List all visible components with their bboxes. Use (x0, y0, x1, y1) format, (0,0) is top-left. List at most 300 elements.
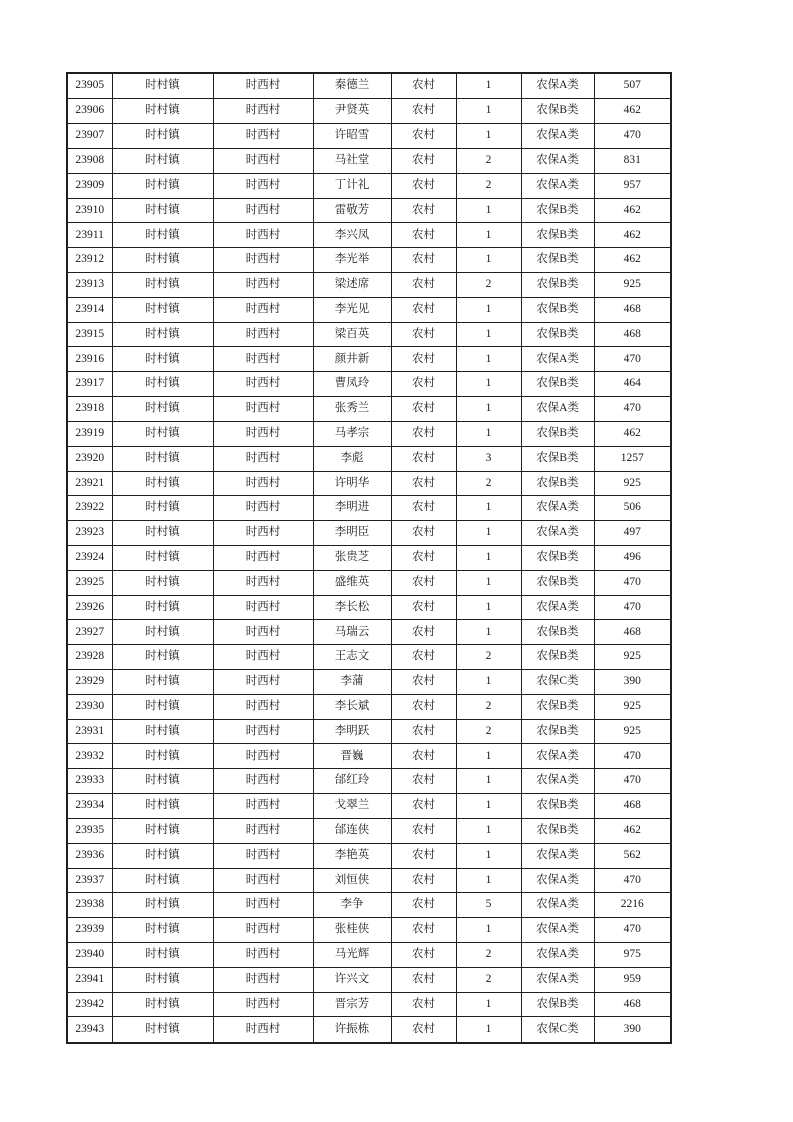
cell-count: 1 (456, 397, 521, 422)
table-row (67, 843, 671, 868)
cell-serial: 23910 (67, 198, 112, 223)
cell-amount: 462 (594, 198, 671, 223)
table-row (67, 99, 671, 124)
cell-village: 时西村 (213, 347, 313, 372)
cell-serial: 23934 (67, 794, 112, 819)
table-row (67, 818, 671, 843)
cell-insurance-category: 农保A类 (521, 397, 594, 422)
cell-count: 1 (456, 744, 521, 769)
table-row (67, 148, 671, 173)
cell-household-type: 农村 (391, 645, 456, 670)
cell-town: 时村镇 (112, 521, 213, 546)
cell-village: 时西村 (213, 124, 313, 149)
cell-town: 时村镇 (112, 421, 213, 446)
cell-amount: 470 (594, 868, 671, 893)
cell-serial: 23913 (67, 273, 112, 298)
cell-insurance-category: 农保A类 (521, 893, 594, 918)
cell-serial: 23933 (67, 769, 112, 794)
cell-insurance-category: 农保B类 (521, 273, 594, 298)
cell-amount: 562 (594, 843, 671, 868)
cell-count: 1 (456, 570, 521, 595)
cell-count: 2 (456, 694, 521, 719)
cell-serial: 23939 (67, 918, 112, 943)
table-row (67, 446, 671, 471)
cell-name: 晋宗芳 (313, 992, 391, 1017)
cell-town: 时村镇 (112, 645, 213, 670)
cell-count: 2 (456, 173, 521, 198)
table-row (67, 868, 671, 893)
cell-amount: 507 (594, 73, 671, 99)
cell-household-type: 农村 (391, 421, 456, 446)
cell-count: 1 (456, 248, 521, 273)
cell-village: 时西村 (213, 868, 313, 893)
cell-count: 5 (456, 893, 521, 918)
cell-village: 时西村 (213, 918, 313, 943)
cell-village: 时西村 (213, 794, 313, 819)
table-row (67, 967, 671, 992)
cell-name: 盛维英 (313, 570, 391, 595)
table-row (67, 198, 671, 223)
cell-serial: 23914 (67, 297, 112, 322)
cell-household-type: 农村 (391, 570, 456, 595)
cell-count: 2 (456, 967, 521, 992)
cell-serial: 23935 (67, 818, 112, 843)
cell-town: 时村镇 (112, 818, 213, 843)
cell-count: 1 (456, 918, 521, 943)
cell-amount: 468 (594, 992, 671, 1017)
cell-amount: 957 (594, 173, 671, 198)
cell-serial: 23919 (67, 421, 112, 446)
table-row (67, 73, 671, 99)
cell-amount: 925 (594, 645, 671, 670)
cell-insurance-category: 农保A类 (521, 769, 594, 794)
cell-count: 1 (456, 868, 521, 893)
cell-serial: 23938 (67, 893, 112, 918)
benefits-table (66, 72, 672, 1044)
cell-town: 时村镇 (112, 372, 213, 397)
cell-count: 1 (456, 1017, 521, 1043)
cell-name: 马光辉 (313, 942, 391, 967)
cell-name: 许振栋 (313, 1017, 391, 1043)
cell-village: 时西村 (213, 372, 313, 397)
cell-household-type: 农村 (391, 868, 456, 893)
cell-amount: 925 (594, 694, 671, 719)
cell-amount: 462 (594, 248, 671, 273)
table-row (67, 496, 671, 521)
cell-household-type: 农村 (391, 173, 456, 198)
cell-household-type: 农村 (391, 769, 456, 794)
cell-town: 时村镇 (112, 248, 213, 273)
cell-count: 1 (456, 322, 521, 347)
cell-serial: 23920 (67, 446, 112, 471)
cell-insurance-category: 农保B类 (521, 719, 594, 744)
cell-amount: 468 (594, 322, 671, 347)
cell-household-type: 农村 (391, 322, 456, 347)
table-row (67, 719, 671, 744)
table-row (67, 421, 671, 446)
cell-insurance-category: 农保B类 (521, 645, 594, 670)
cell-count: 1 (456, 99, 521, 124)
cell-insurance-category: 农保A类 (521, 173, 594, 198)
cell-household-type: 农村 (391, 248, 456, 273)
cell-town: 时村镇 (112, 570, 213, 595)
cell-amount: 468 (594, 297, 671, 322)
cell-name: 雷敬芳 (313, 198, 391, 223)
cell-village: 时西村 (213, 620, 313, 645)
cell-town: 时村镇 (112, 471, 213, 496)
cell-name: 李艳英 (313, 843, 391, 868)
cell-amount: 470 (594, 397, 671, 422)
cell-town: 时村镇 (112, 918, 213, 943)
table-body (67, 73, 671, 1043)
cell-amount: 462 (594, 818, 671, 843)
cell-name: 马社堂 (313, 148, 391, 173)
cell-insurance-category: 农保A类 (521, 521, 594, 546)
cell-village: 时西村 (213, 843, 313, 868)
cell-amount: 464 (594, 372, 671, 397)
table-row (67, 248, 671, 273)
cell-count: 1 (456, 372, 521, 397)
cell-name: 秦德兰 (313, 73, 391, 99)
cell-name: 李明跃 (313, 719, 391, 744)
cell-town: 时村镇 (112, 273, 213, 298)
cell-name: 许兴文 (313, 967, 391, 992)
cell-count: 1 (456, 992, 521, 1017)
cell-town: 时村镇 (112, 148, 213, 173)
cell-serial: 23927 (67, 620, 112, 645)
cell-count: 1 (456, 496, 521, 521)
cell-village: 时西村 (213, 297, 313, 322)
cell-insurance-category: 农保A类 (521, 496, 594, 521)
cell-village: 时西村 (213, 595, 313, 620)
cell-household-type: 农村 (391, 744, 456, 769)
cell-serial: 23922 (67, 496, 112, 521)
table-row (67, 347, 671, 372)
cell-town: 时村镇 (112, 446, 213, 471)
cell-town: 时村镇 (112, 719, 213, 744)
cell-serial: 23918 (67, 397, 112, 422)
cell-village: 时西村 (213, 248, 313, 273)
table-row (67, 992, 671, 1017)
cell-amount: 462 (594, 99, 671, 124)
cell-village: 时西村 (213, 744, 313, 769)
table-row (67, 545, 671, 570)
cell-household-type: 农村 (391, 843, 456, 868)
cell-serial: 23924 (67, 545, 112, 570)
cell-count: 1 (456, 620, 521, 645)
cell-serial: 23936 (67, 843, 112, 868)
cell-amount: 468 (594, 794, 671, 819)
cell-village: 时西村 (213, 173, 313, 198)
cell-name: 马瑞云 (313, 620, 391, 645)
cell-serial: 23915 (67, 322, 112, 347)
cell-village: 时西村 (213, 893, 313, 918)
cell-insurance-category: 农保B类 (521, 322, 594, 347)
cell-village: 时西村 (213, 73, 313, 99)
cell-household-type: 农村 (391, 347, 456, 372)
cell-insurance-category: 农保A类 (521, 967, 594, 992)
cell-count: 1 (456, 521, 521, 546)
cell-name: 许昭雪 (313, 124, 391, 149)
cell-name: 梁百英 (313, 322, 391, 347)
cell-village: 时西村 (213, 273, 313, 298)
table-row (67, 769, 671, 794)
cell-village: 时西村 (213, 148, 313, 173)
cell-amount: 831 (594, 148, 671, 173)
cell-town: 时村镇 (112, 223, 213, 248)
cell-insurance-category: 农保C类 (521, 1017, 594, 1043)
cell-name: 曹凤玲 (313, 372, 391, 397)
cell-name: 李明进 (313, 496, 391, 521)
cell-village: 时西村 (213, 645, 313, 670)
cell-insurance-category: 农保B类 (521, 471, 594, 496)
cell-village: 时西村 (213, 471, 313, 496)
cell-town: 时村镇 (112, 843, 213, 868)
table-row (67, 694, 671, 719)
cell-insurance-category: 农保B类 (521, 297, 594, 322)
cell-name: 戈翠兰 (313, 794, 391, 819)
cell-village: 时西村 (213, 967, 313, 992)
cell-amount: 925 (594, 719, 671, 744)
cell-serial: 23928 (67, 645, 112, 670)
cell-insurance-category: 农保B类 (521, 545, 594, 570)
cell-household-type: 农村 (391, 719, 456, 744)
cell-name: 张贵芝 (313, 545, 391, 570)
cell-household-type: 农村 (391, 124, 456, 149)
cell-amount: 470 (594, 570, 671, 595)
cell-amount: 497 (594, 521, 671, 546)
cell-count: 2 (456, 645, 521, 670)
cell-household-type: 农村 (391, 372, 456, 397)
cell-household-type: 农村 (391, 942, 456, 967)
cell-amount: 2216 (594, 893, 671, 918)
cell-serial: 23907 (67, 124, 112, 149)
cell-town: 时村镇 (112, 620, 213, 645)
cell-insurance-category: 农保B类 (521, 421, 594, 446)
cell-amount: 470 (594, 124, 671, 149)
cell-household-type: 农村 (391, 471, 456, 496)
cell-village: 时西村 (213, 198, 313, 223)
cell-count: 1 (456, 347, 521, 372)
cell-village: 时西村 (213, 99, 313, 124)
table-row (67, 397, 671, 422)
cell-serial: 23941 (67, 967, 112, 992)
cell-household-type: 农村 (391, 967, 456, 992)
cell-household-type: 农村 (391, 446, 456, 471)
cell-household-type: 农村 (391, 99, 456, 124)
cell-village: 时西村 (213, 769, 313, 794)
cell-village: 时西村 (213, 521, 313, 546)
table-row (67, 124, 671, 149)
cell-count: 1 (456, 843, 521, 868)
cell-insurance-category: 农保B类 (521, 818, 594, 843)
cell-count: 2 (456, 719, 521, 744)
cell-amount: 462 (594, 223, 671, 248)
cell-name: 颜井新 (313, 347, 391, 372)
cell-insurance-category: 农保A类 (521, 73, 594, 99)
cell-village: 时西村 (213, 942, 313, 967)
cell-household-type: 农村 (391, 397, 456, 422)
cell-name: 王志文 (313, 645, 391, 670)
cell-household-type: 农村 (391, 223, 456, 248)
cell-name: 李长斌 (313, 694, 391, 719)
cell-household-type: 农村 (391, 545, 456, 570)
cell-town: 时村镇 (112, 744, 213, 769)
cell-serial: 23905 (67, 73, 112, 99)
cell-household-type: 农村 (391, 496, 456, 521)
cell-village: 时西村 (213, 570, 313, 595)
cell-town: 时村镇 (112, 545, 213, 570)
cell-serial: 23930 (67, 694, 112, 719)
table-row (67, 645, 671, 670)
cell-amount: 470 (594, 595, 671, 620)
cell-name: 张秀兰 (313, 397, 391, 422)
cell-count: 2 (456, 942, 521, 967)
cell-household-type: 农村 (391, 1017, 456, 1043)
cell-amount: 470 (594, 347, 671, 372)
cell-household-type: 农村 (391, 198, 456, 223)
cell-count: 1 (456, 670, 521, 695)
cell-town: 时村镇 (112, 124, 213, 149)
cell-name: 邰连侠 (313, 818, 391, 843)
cell-town: 时村镇 (112, 347, 213, 372)
cell-town: 时村镇 (112, 173, 213, 198)
cell-insurance-category: 农保B类 (521, 570, 594, 595)
table-row (67, 744, 671, 769)
cell-serial: 23925 (67, 570, 112, 595)
table-row (67, 918, 671, 943)
cell-village: 时西村 (213, 694, 313, 719)
cell-insurance-category: 农保B类 (521, 992, 594, 1017)
cell-count: 1 (456, 198, 521, 223)
cell-village: 时西村 (213, 719, 313, 744)
cell-serial: 23940 (67, 942, 112, 967)
cell-count: 1 (456, 595, 521, 620)
cell-count: 1 (456, 297, 521, 322)
cell-amount: 470 (594, 744, 671, 769)
cell-name: 梁述席 (313, 273, 391, 298)
cell-count: 1 (456, 794, 521, 819)
cell-town: 时村镇 (112, 794, 213, 819)
cell-name: 马孝宗 (313, 421, 391, 446)
table-row (67, 570, 671, 595)
cell-name: 晋巍 (313, 744, 391, 769)
cell-town: 时村镇 (112, 967, 213, 992)
cell-amount: 1257 (594, 446, 671, 471)
cell-town: 时村镇 (112, 893, 213, 918)
cell-village: 时西村 (213, 545, 313, 570)
table-row (67, 794, 671, 819)
cell-insurance-category: 农保A类 (521, 843, 594, 868)
cell-insurance-category: 农保A类 (521, 124, 594, 149)
cell-insurance-category: 农保A类 (521, 148, 594, 173)
cell-household-type: 农村 (391, 992, 456, 1017)
cell-village: 时西村 (213, 223, 313, 248)
cell-household-type: 农村 (391, 73, 456, 99)
cell-town: 时村镇 (112, 496, 213, 521)
cell-serial: 23923 (67, 521, 112, 546)
table-row (67, 223, 671, 248)
table-row (67, 322, 671, 347)
cell-household-type: 农村 (391, 297, 456, 322)
cell-insurance-category: 农保A类 (521, 868, 594, 893)
cell-name: 李兴凤 (313, 223, 391, 248)
cell-amount: 462 (594, 421, 671, 446)
cell-serial: 23909 (67, 173, 112, 198)
cell-count: 1 (456, 545, 521, 570)
cell-village: 时西村 (213, 670, 313, 695)
cell-town: 时村镇 (112, 595, 213, 620)
table-row (67, 670, 671, 695)
cell-serial: 23908 (67, 148, 112, 173)
cell-town: 时村镇 (112, 397, 213, 422)
cell-serial: 23926 (67, 595, 112, 620)
cell-insurance-category: 农保A类 (521, 918, 594, 943)
cell-insurance-category: 农保B类 (521, 99, 594, 124)
cell-insurance-category: 农保B类 (521, 372, 594, 397)
cell-town: 时村镇 (112, 769, 213, 794)
cell-town: 时村镇 (112, 1017, 213, 1043)
cell-village: 时西村 (213, 818, 313, 843)
cell-town: 时村镇 (112, 73, 213, 99)
cell-name: 许明华 (313, 471, 391, 496)
cell-village: 时西村 (213, 446, 313, 471)
cell-household-type: 农村 (391, 918, 456, 943)
cell-count: 2 (456, 471, 521, 496)
table-row (67, 372, 671, 397)
cell-insurance-category: 农保B类 (521, 620, 594, 645)
cell-household-type: 农村 (391, 595, 456, 620)
cell-village: 时西村 (213, 992, 313, 1017)
cell-serial: 23911 (67, 223, 112, 248)
table-row (67, 620, 671, 645)
table-row (67, 595, 671, 620)
cell-serial: 23931 (67, 719, 112, 744)
cell-serial: 23912 (67, 248, 112, 273)
cell-town: 时村镇 (112, 942, 213, 967)
cell-household-type: 农村 (391, 620, 456, 645)
cell-serial: 23917 (67, 372, 112, 397)
cell-count: 1 (456, 769, 521, 794)
cell-serial: 23943 (67, 1017, 112, 1043)
table-row (67, 893, 671, 918)
cell-name: 李明臣 (313, 521, 391, 546)
cell-amount: 975 (594, 942, 671, 967)
cell-serial: 23937 (67, 868, 112, 893)
cell-name: 张桂侠 (313, 918, 391, 943)
cell-serial: 23942 (67, 992, 112, 1017)
cell-count: 3 (456, 446, 521, 471)
cell-count: 1 (456, 223, 521, 248)
cell-village: 时西村 (213, 421, 313, 446)
cell-household-type: 农村 (391, 694, 456, 719)
cell-name: 李光举 (313, 248, 391, 273)
cell-village: 时西村 (213, 322, 313, 347)
cell-town: 时村镇 (112, 694, 213, 719)
cell-insurance-category: 农保A类 (521, 595, 594, 620)
cell-amount: 390 (594, 670, 671, 695)
cell-town: 时村镇 (112, 198, 213, 223)
cell-town: 时村镇 (112, 297, 213, 322)
cell-insurance-category: 农保B类 (521, 794, 594, 819)
cell-household-type: 农村 (391, 670, 456, 695)
cell-count: 1 (456, 421, 521, 446)
cell-name: 尹贤英 (313, 99, 391, 124)
cell-household-type: 农村 (391, 521, 456, 546)
cell-village: 时西村 (213, 496, 313, 521)
cell-name: 邰红玲 (313, 769, 391, 794)
table-row (67, 521, 671, 546)
